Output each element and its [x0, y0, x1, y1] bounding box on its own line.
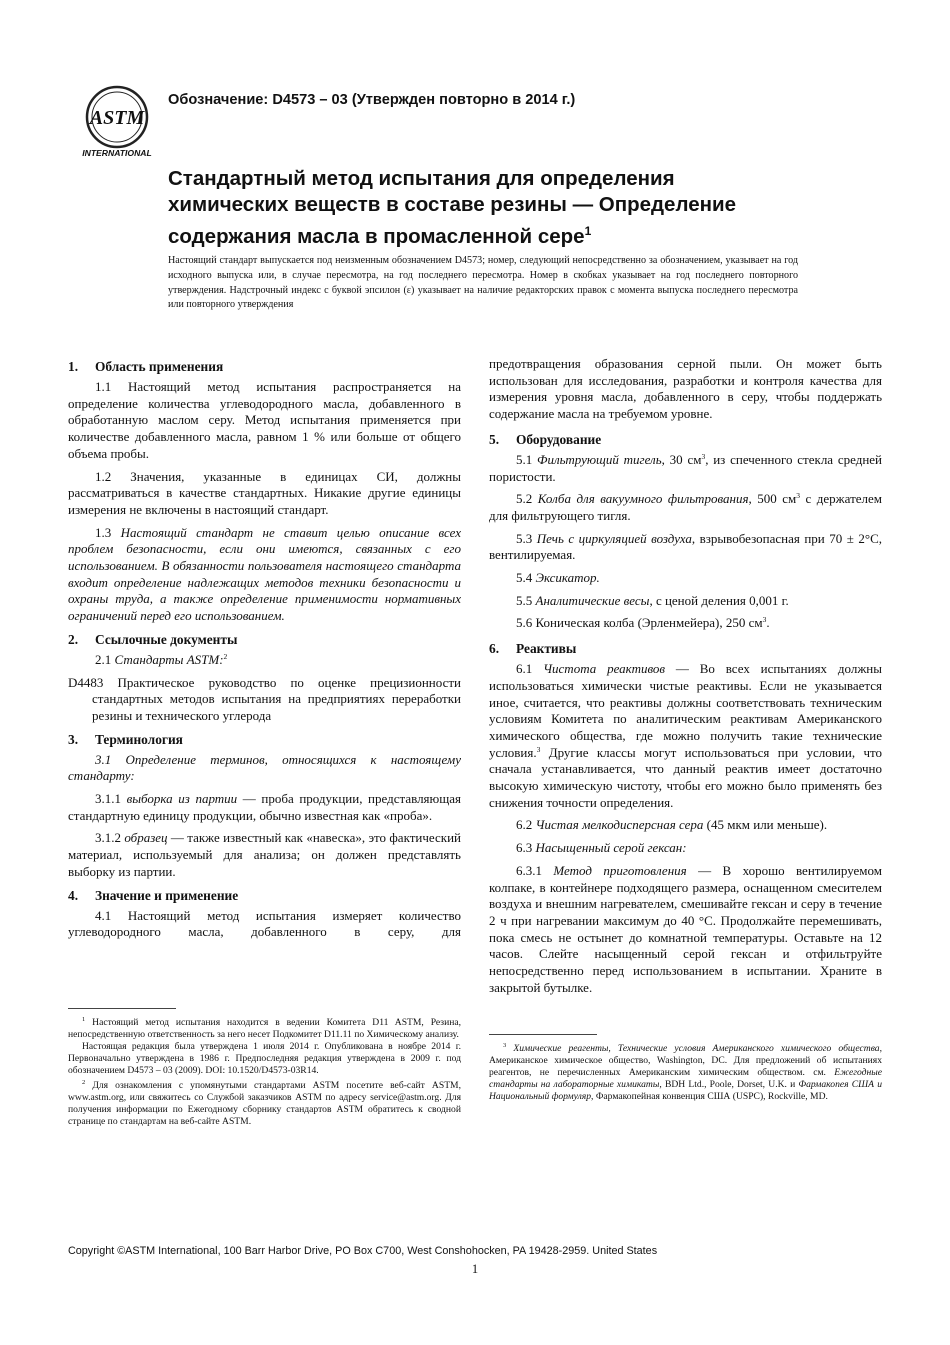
section-4-heading: 4. Значение и применение — [68, 887, 239, 903]
paragraph-3-1-1: 3.1.1 выборка из партии — проба продукции, представляющая стандартную единицу продукции, обычно известная как «проба». — [68, 791, 462, 823]
paragraph-6-2: 6.2 Чистая мелкодисперсная сера (45 мкм или меньше). — [516, 817, 828, 833]
paragraph-2-1: 2.1 Стандарты ASTM:$^2$ — [95, 651, 228, 667]
footnote-1: $^1$ Настоящий метод испытания находится в ведении Комитета D11 ASTM, Резина, непосредственную ответственность за него несет Подкомитет D11.11 по Химическому анализу. — [68, 1016, 462, 1040]
logo-letters: ASTM — [89, 107, 145, 129]
designation: Обозначение: D4573 – 03 (Утвержден повторно в 2014 г.) — [168, 92, 576, 108]
astm-logo-mark — [72, 84, 162, 160]
left-column — [68, 356, 461, 947]
section-2-heading: 2. Ссылочные документы — [68, 631, 238, 647]
paragraph-4-1-end: предотвращения образования серной пыли. Он может быть использован для исследования, разработки и контроля качества для измерения уровня масла, добавленного в серу, чтобы поддержать содержание масла на требуемом уровне. — [489, 356, 882, 422]
footnote-separator-right — [489, 1034, 597, 1035]
paragraph-6-1: 6.1 Чистота реактивов — Во всех испытаниях должны использоваться химически чистые реактивы. Если не указывается иное, считается, что реактивы должны соответствовать техническим условиям Комитета по аналитическим реактивам Американского химического общества, где можно получить такие технические условия.$^3$ Другие классы могут использоваться при условии, что сначала устанавливается, что данный реактив имеет достаточно высокую химическую чистоту, чтобы его можно было применять без снижения точности определения. — [489, 661, 882, 810]
footnote-2: $^2$ Для ознакомления с упомянутыми стандартами ASTM посетите веб-сайт ASTM, www.astm.org, или свяжитесь со Службой заказчиков ASTM по адресу service@astm.org. Для получения информации по Ежегодному сборнику стандартов ASTM обратитесь к сводной странице по стандартам на веб-сайте ASTM. — [68, 1079, 461, 1127]
page-number: 1 — [471, 1262, 479, 1276]
item-5-1: 5.1 Фильтрующий тигель, 30 $см^3$, из спеченного стекла средней пористости. — [489, 451, 883, 484]
right-footnotes — [489, 1034, 882, 1103]
title-line-1: Стандартный метод испытания для определения — [168, 167, 675, 190]
section-1-heading: 1. Область применения — [68, 359, 224, 374]
logo-subtitle: INTERNATIONAL — [82, 148, 152, 158]
title-line-2: химических веществ в составе резины — Определение — [168, 193, 736, 216]
title-line-3: содержания масла в промасленной сере$^1$ — [168, 224, 592, 248]
intro-paragraph: Настоящий стандарт выпускается под неизменным обозначением D4573; номер, следующий непосредственно за обозначением, указывает на год исходного выпуска или, в случае пересмотра, на год последнего пересмотра. Номер в скобках указывает на год последнего повторного утверждения. Надстрочный индекс с буквой эпсилон (ε) указывает на наличие редакторских правок с момента выпуска последнего пересмотра или повторного утверждения — [168, 255, 798, 311]
section-5-heading: 5. Оборудование — [489, 431, 602, 447]
item-5-5: 5.5 Аналитические весы, с ценой деления 0,001 г. — [516, 592, 789, 608]
paragraph-6-3-1: 6.3.1 Метод приготовления — В хорошо вентилируемом колпаке, в контейнере подходящего размера, оснащенном смесителем воздуха и внешним нагревателем, смешивайте гексан и серу в течение 2 ч при нагревании максимум до 40 °С. Продолжайте перемешивать, пока смесь не остынет до комнатной температуры. Оставьте на 12 часов. Слейте насыщенный серой гексан и отфильтруйте непосредственно перед использованием в испытании. Храните в закрытой бутылке. — [489, 862, 882, 995]
left-footnotes — [68, 1008, 461, 1128]
document-title — [168, 166, 818, 250]
paragraph-4-1-start: 4.1 Настоящий метод испытания измеряет количество углеводородного масла, добавленного в серу, для — [68, 907, 461, 940]
section-6-heading: 6. Реактивы — [489, 641, 577, 657]
paragraph-1-3: 1.3 Настоящий стандарт не ставит целью описание всех проблем безопасности, если они имеются, связанных с его использованием. В обязанности пользователя настоящего стандарта входит определение надлежащих методов техники безопасности и охраны труда, а также определение применимости нормативных ограничений перед его использованием. — [68, 524, 461, 624]
item-5-6: 5.6 Коническая колба (Эрленмейера), 250 $см^3$. — [516, 615, 770, 631]
paragraph-6-3: 6.3 Насыщенный серой гексан: — [516, 840, 687, 856]
reference-d4483: D4483 Практическое руководство по оценке прецизионности стандартных методов испытания на предприятиях переработки резины и технического углерода — [68, 674, 461, 723]
item-5-3: 5.3 Печь с циркуляцией воздуха, взрывобезопасная при 70 ± 2°С, вентилируемая. — [489, 530, 882, 563]
title-footnote-mark: 1 — [584, 224, 592, 238]
astm-logo — [72, 84, 162, 160]
paragraph-3-1: 3.1 Определение терминов, относящихся к настоящему стандарту: — [68, 751, 461, 784]
footnote-1-continued: Настоящая редакция была утверждена 1 июля 2014 г. Опубликована в ноябре 2014 г. Первоначально утверждена в 1986 г. Предпоследняя редакция утверждена в 2009 г. под обозначением D4573 – 03 (2009). DOI: 10.1520/D4573-03R14. — [68, 1041, 461, 1076]
footnote-3: $^3$ Химические реагенты, Технические условия Американского химического общества, Американское химическое общество, Washington, DC. Для предложений об испытаниях реагентов, не перечисленных Американским химическим обществом. см. Ежегодные стандарты на лабораторные химикаты, BDH Ltd., Poole, Dorset, U.K. и Фармакопея США и Национальный формуляр, Фармакопейная конвенция США (USPC), Rockville, MD. — [489, 1042, 883, 1102]
footnote-separator — [68, 1008, 176, 1009]
section-3-heading: 3. Терминология — [68, 731, 183, 747]
copyright-notice: Copyright ©ASTM International, 100 Barr Harbor Drive, PO Box C700, West Conshohocken, PA 19428-2959. United States — [68, 1245, 658, 1257]
paragraph-1-1: 1.1 Настоящий метод испытания распространяется на определение количества углеводородного масла, добавленного в обработанную маслом серу. Метод испытания применяется при количестве добавленного масла, равном 1 % или больше от общего объема пробы. — [68, 379, 461, 461]
right-column — [489, 356, 882, 1003]
item-5-2: 5.2 Колба для вакуумного фильтрования, 500 $см^3$ с держателем для фильтрующего тигля. — [489, 491, 883, 523]
paragraph-1-2: 1.2 Значения, указанные в единицах СИ, должны рассматриваться в качестве стандартных. Никакие другие единицы измерения не включены в настоящий стандарт. — [68, 468, 461, 517]
item-5-4: 5.4 Эксикатор. — [516, 570, 600, 586]
paragraph-3-1-2: 3.1.2 образец — также известный как «навеска», это фактический материал, используемый для анализа; он должен представлять выборку из партии. — [68, 830, 461, 879]
